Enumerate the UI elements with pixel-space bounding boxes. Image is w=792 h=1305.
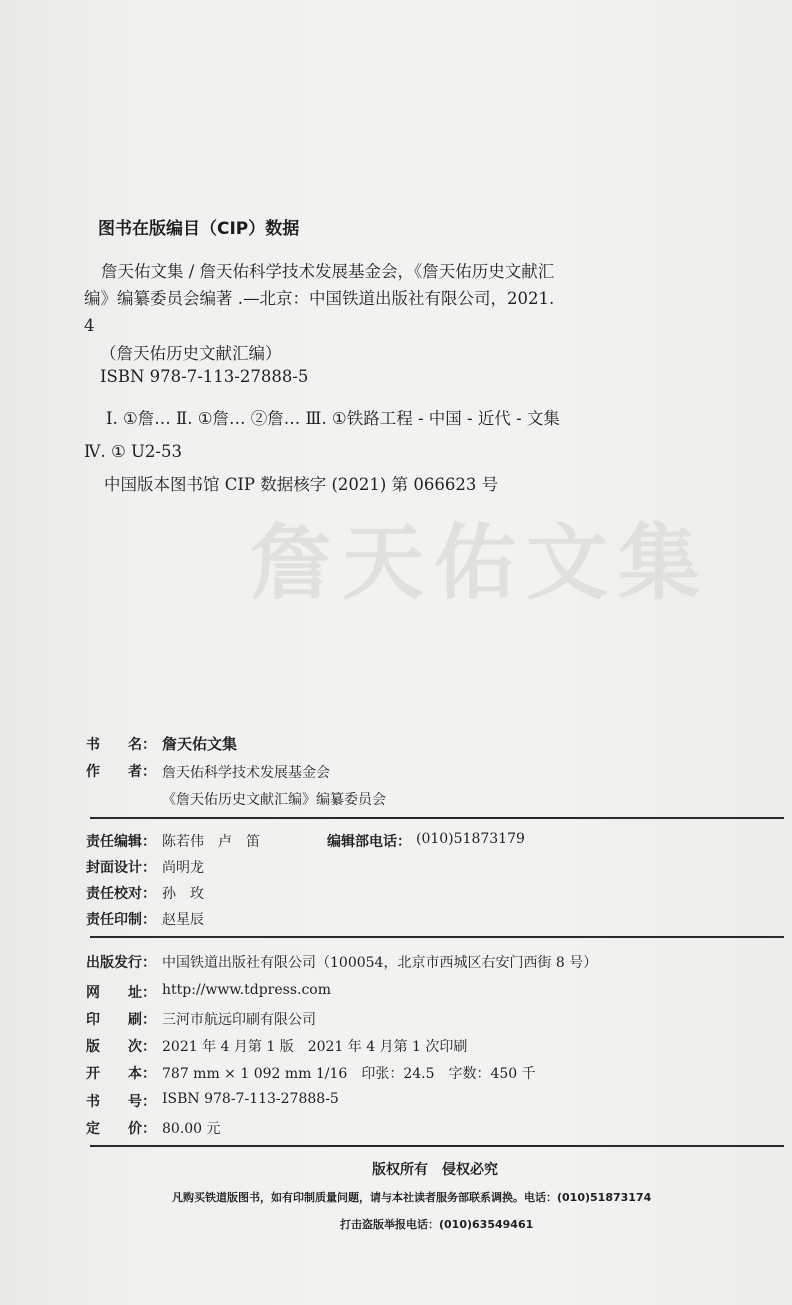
proofreader-value: 孙 玫 (162, 886, 204, 902)
divider-1 (90, 817, 784, 819)
title-label: 书 名： (86, 737, 156, 753)
divider-2 (90, 936, 784, 938)
format-value: 787 mm × 1 092 mm 1/16 印张：24.5 字数：450 千 (162, 1066, 536, 1082)
quality-notice: 凡购买铁道版图书，如有印制质量问题，请与本社读者服务部联系调换。电话：(010)51873174 (172, 1191, 652, 1204)
cip-series: （詹天佑历史文献汇编） (100, 344, 282, 363)
cip-isbn: ISBN 978-7-113-27888-5 (100, 367, 309, 386)
book-number-value: ISBN 978-7-113-27888-5 (162, 1091, 339, 1107)
author-label: 作 者： (86, 764, 156, 780)
dept-phone-label: 编辑部电话： (327, 834, 411, 850)
book-title: 詹天佑文集 (162, 735, 238, 753)
print-manager-value: 赵星辰 (162, 912, 204, 928)
print-manager-label: 责任印制： (86, 912, 156, 928)
piracy-hotline: 打击盗版举报电话：(010)63549461 (340, 1218, 534, 1231)
website-value: http://www.tdpress.com (162, 982, 332, 998)
author-2: 《詹天佑历史文献汇编》编纂委员会 (162, 792, 386, 808)
printer-value: 三河市航远印刷有限公司 (162, 1012, 316, 1028)
price-value: 80.00 元 (162, 1121, 221, 1137)
publisher-value: 中国铁道出版社有限公司（100054，北京市西城区右安门西街 8 号） (162, 955, 598, 971)
format-label: 开 本： (86, 1066, 156, 1082)
editor-label: 责任编辑： (86, 834, 156, 850)
proofreader-label: 责任校对： (86, 886, 156, 902)
edition-label: 版 次： (86, 1039, 156, 1055)
website-label: 网 址： (86, 985, 156, 1001)
cover-design-label: 封面设计： (86, 860, 156, 876)
divider-3 (90, 1145, 784, 1147)
cip-main-text: 詹天佑文集 / 詹天佑科学技术发展基金会，《詹天佑历史文献汇编》编纂委员会编著 .—北京：中国铁道出版社有限公司，2021.4 (84, 262, 555, 335)
editor-value: 陈若伟 卢 笛 (162, 834, 260, 850)
book-number-label: 书 号： (86, 1094, 156, 1110)
printer-label: 印 刷： (86, 1012, 156, 1028)
cover-design-value: 尚明龙 (162, 860, 204, 876)
dept-phone-value: (010)51873179 (416, 831, 525, 847)
cip-heading: 图书在版编目（CIP）数据 (98, 219, 300, 239)
rights-notice: 版权所有 侵权必究 (372, 1162, 498, 1178)
publisher-label: 出版发行： (86, 955, 156, 971)
price-label: 定 价： (86, 1121, 156, 1137)
cip-classification: Ⅰ. ①詹… Ⅱ. ①詹… ②詹… Ⅲ. ①铁路工程 - 中国 - 近代 - 文集 Ⅳ. ① U2-53 (84, 409, 560, 461)
author-1: 詹天佑科学技术发展基金会 (162, 765, 330, 781)
bleed-through-cover-text: 詹天佑文集 (250, 516, 711, 611)
edition-value: 2021 年 4 月第 1 版 2021 年 4 月第 1 次印刷 (162, 1039, 468, 1055)
cip-record-number: 中国版本图书馆 CIP 数据核字 (2021) 第 066623 号 (104, 475, 499, 494)
